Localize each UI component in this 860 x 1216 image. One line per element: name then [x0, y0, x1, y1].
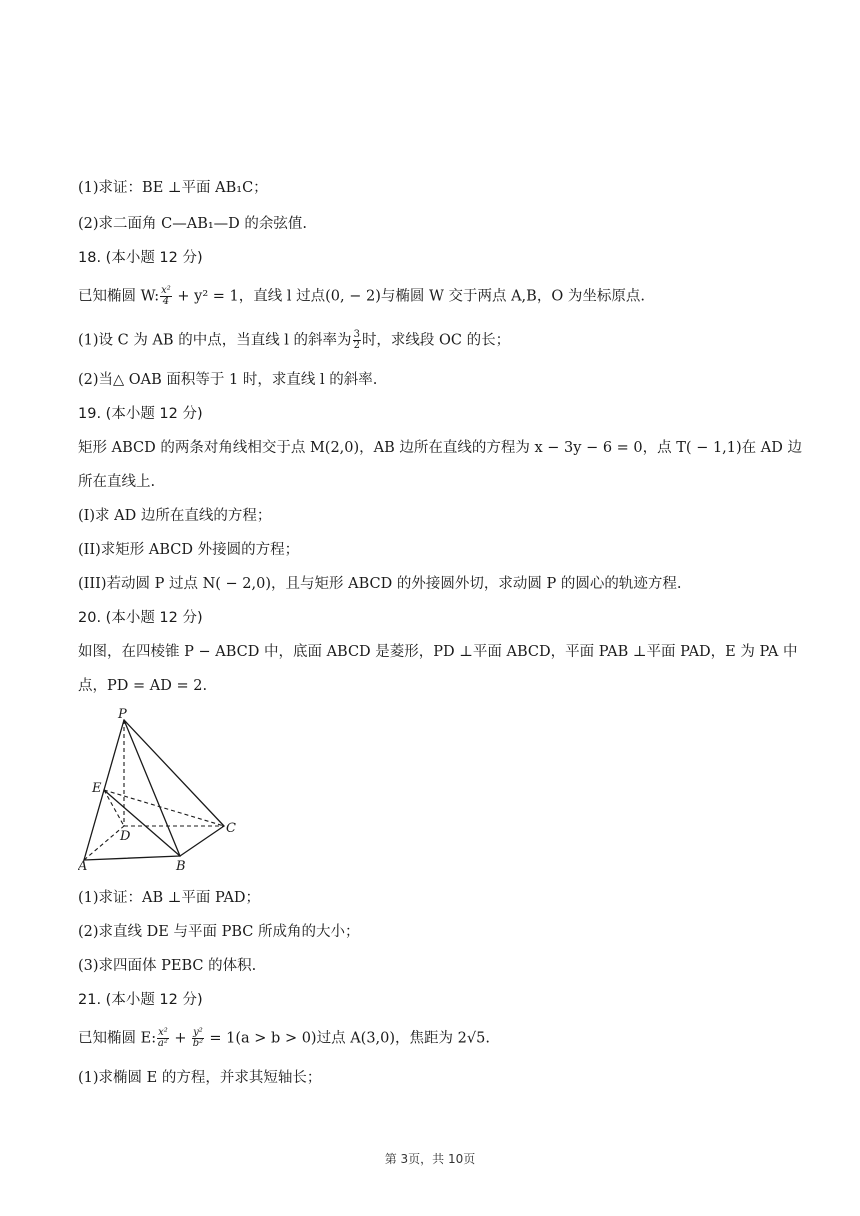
line-text: (III)若动圆 P 过点 N( − 2,0)，且与矩形 ABCD 的外接圆外切，求动圆 P 的圆心的轨迹方程.: [78, 576, 682, 592]
line-text: (I)求 AD 边所在直线的方程；: [78, 508, 272, 524]
pyramid-figure: [78, 708, 248, 870]
fraction: [160, 286, 172, 307]
edge-BC: [180, 826, 224, 856]
line-text: 20. (本小题 12 分): [78, 610, 203, 626]
text-line: [78, 574, 800, 594]
text-line: [78, 642, 800, 662]
line-text: 点，PD = AD = 2.: [78, 678, 208, 694]
line-text: 所在直线上.: [78, 474, 156, 490]
line-text: (2)求直线 DE 与平面 PBC 所成角的大小；: [78, 924, 360, 940]
text-line: [78, 286, 800, 307]
edge-EC: [104, 790, 224, 826]
text-line: [78, 370, 800, 390]
line-text: 已知椭圆 E:: [78, 1030, 157, 1047]
fraction-numerator: x²: [161, 285, 171, 296]
label-E: E: [92, 781, 102, 796]
text-line: [78, 506, 800, 526]
text-line: [78, 330, 800, 351]
page-footer: 第 3页，共 10页: [384, 1152, 476, 1166]
line-text: (3)求四面体 PEBC 的体积.: [78, 958, 257, 974]
fraction-denominator: b²: [192, 1038, 204, 1049]
text-line: [78, 1068, 800, 1088]
line-text: 21. (本小题 12 分): [78, 992, 203, 1008]
line-text: (1)求证：BE ⊥平面 AB₁C；: [78, 180, 268, 196]
line-text: 18. (本小题 12 分): [78, 250, 203, 266]
text-line: [78, 676, 800, 696]
text-line: [78, 178, 800, 198]
text-line: [78, 888, 800, 908]
line-text: (1)设 C 为 AB 的中点，当直线 l 的斜率为: [78, 332, 352, 349]
text-line: [78, 956, 800, 976]
text-line: [78, 1028, 800, 1049]
label-C: C: [226, 821, 236, 836]
line-text: (2)求二面角 C—AB₁—D 的余弦值.: [78, 216, 308, 232]
question-heading: [78, 404, 800, 424]
fraction-numerator: y²: [193, 1027, 203, 1038]
line-text: = 1(a > b > 0)过点 A(3,0)，焦距为 2√5.: [204, 1030, 490, 1047]
fraction: [157, 1028, 169, 1049]
text-line: [78, 922, 800, 942]
label-D: D: [120, 829, 131, 844]
fraction: [353, 330, 361, 351]
fraction-denominator: 2: [353, 340, 360, 351]
line-text: (1)求椭圆 E 的方程，并求其短轴长；: [78, 1070, 322, 1086]
edge-EB: [104, 790, 180, 856]
edge-AD: [84, 826, 124, 860]
fraction: [192, 1028, 204, 1049]
line-text: (II)求矩形 ABCD 外接圆的方程；: [78, 542, 300, 558]
fraction-numerator: x²: [158, 1027, 168, 1038]
line-text: 已知椭圆 W:: [78, 288, 160, 305]
line-text: (1)求证：AB ⊥平面 PAD；: [78, 890, 261, 906]
edge-PB: [124, 720, 180, 856]
question-heading: [78, 608, 800, 628]
label-B: B: [176, 859, 186, 870]
fraction-denominator: a²: [157, 1038, 168, 1049]
line-text: 矩形 ABCD 的两条对角线相交于点 M(2,0)，AB 边所在直线的方程为 x − 3y − 6 = 0，点 T( − 1,1)在 AD 边: [78, 440, 802, 456]
line-text: + y² = 1，直线 l 过点(0, − 2)与椭圆 W 交于两点 A,B，O 为坐标原点.: [172, 288, 645, 305]
line-text: 如图，在四棱锥 P − ABCD 中，底面 ABCD 是菱形，PD ⊥平面 ABCD，平面 PAB ⊥平面 PAD，E 为 PA 中: [78, 644, 798, 660]
line-text: 时，求线段 OC 的长；: [361, 332, 511, 349]
fraction-numerator: 3: [353, 329, 360, 340]
question-heading: [78, 248, 800, 268]
text-line: [78, 214, 800, 234]
label-A: A: [78, 859, 88, 870]
text-line: [78, 472, 800, 492]
line-text: (2)当△ OAB 面积等于 1 时，求直线 l 的斜率.: [78, 372, 378, 388]
text-line: [78, 438, 800, 458]
line-text: 19. (本小题 12 分): [78, 406, 203, 422]
label-P: P: [118, 708, 127, 722]
fraction-denominator: 4: [162, 296, 170, 307]
edge-AB: [84, 856, 180, 860]
edge-PC: [124, 720, 224, 826]
question-heading: [78, 990, 800, 1010]
line-text: +: [169, 1030, 192, 1047]
text-line: [78, 540, 800, 560]
